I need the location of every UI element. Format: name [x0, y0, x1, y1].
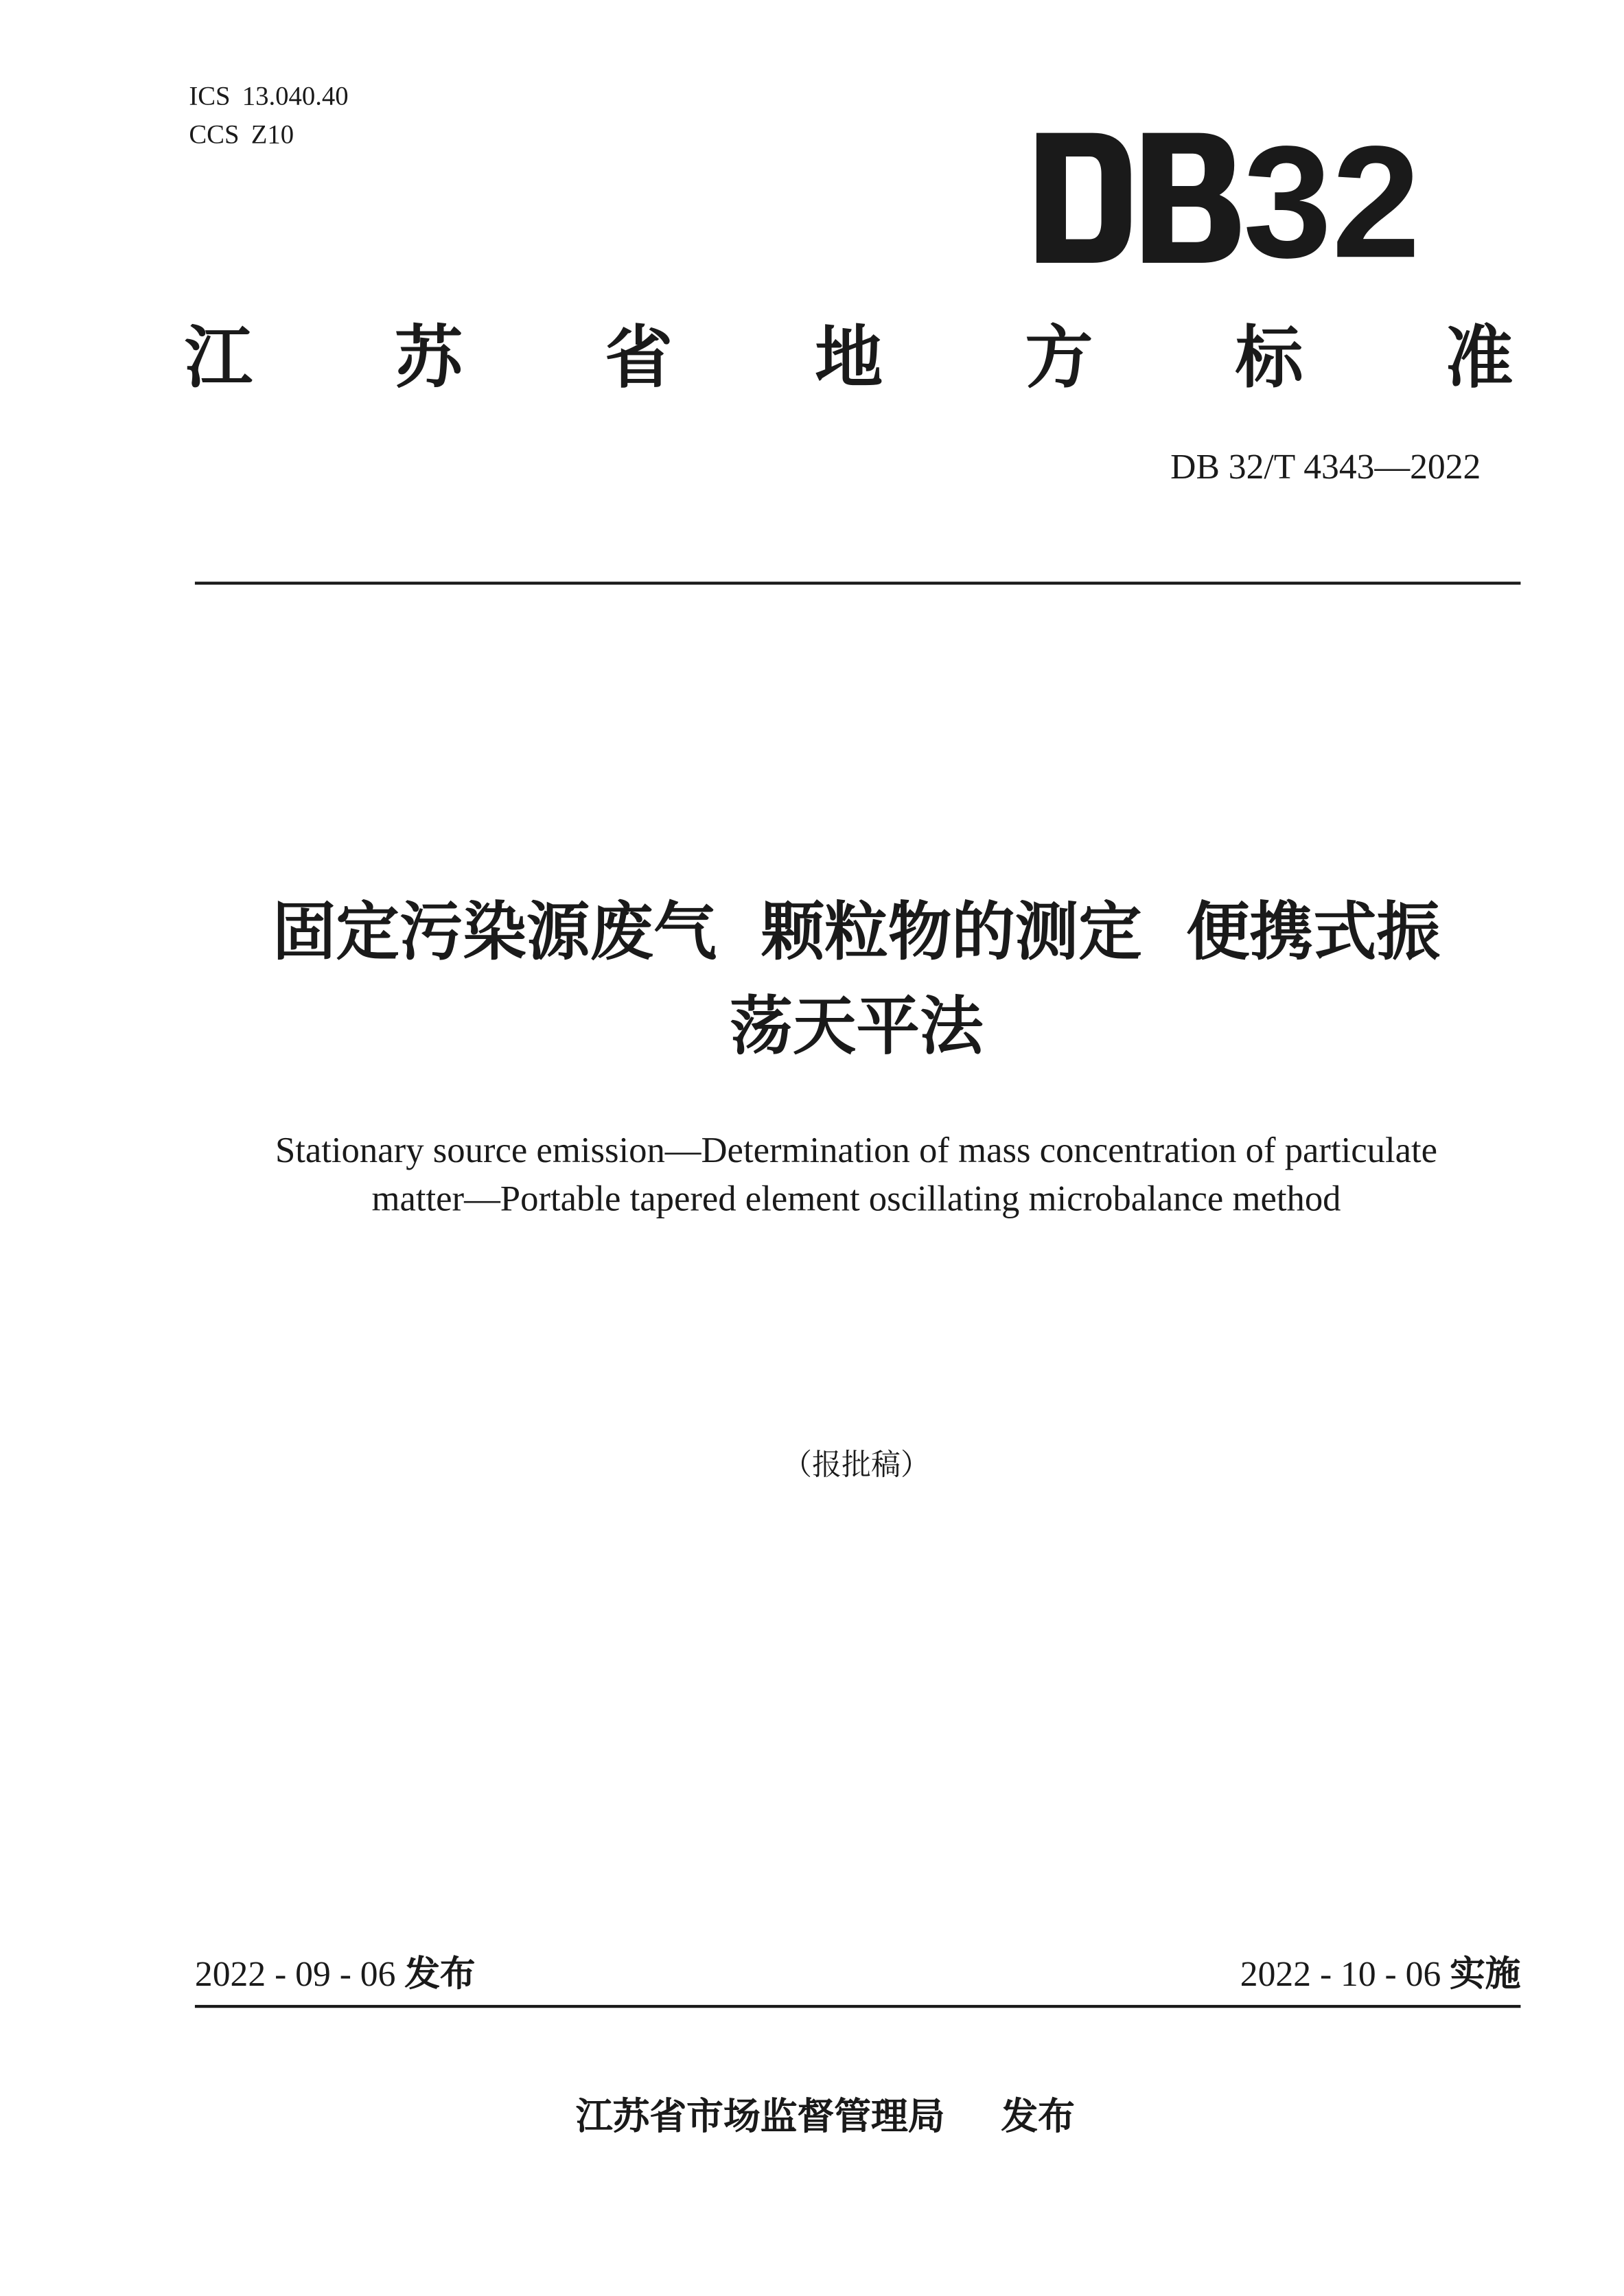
- standard-type-char: 苏: [394, 317, 463, 397]
- header-divider: [195, 581, 1521, 584]
- implementation-date-block: [1240, 1949, 1521, 2000]
- classification-codes: [189, 77, 348, 154]
- standard-number: DB 32/T 4343—2022: [1170, 448, 1481, 487]
- draft-status: （报批稿）: [782, 1446, 931, 1483]
- issuer-label: 发布: [1001, 2095, 1075, 2138]
- issue-label: 发布: [404, 1953, 476, 1995]
- ics-label: ICS: [189, 81, 231, 111]
- issuer-name: 江苏省市场监督管理局: [575, 2095, 945, 2138]
- ccs-value: Z10: [251, 119, 294, 150]
- standard-type-char: 省: [605, 317, 673, 397]
- chinese-title-line-2: 荡天平法: [729, 990, 984, 1065]
- ccs-code: [189, 115, 348, 154]
- svg-text:32: 32: [1243, 113, 1421, 292]
- standard-type-char: 方: [1025, 317, 1093, 397]
- ics-value: 13.040.40: [242, 81, 349, 111]
- issue-date: 2022 - 09 - 06: [194, 1956, 396, 1995]
- standard-type-heading: [185, 313, 1513, 402]
- implementation-date: 2022 - 10 - 06: [1240, 1956, 1441, 1995]
- dates-row: [195, 1949, 1521, 2000]
- issuer-line: [576, 2091, 1075, 2144]
- ics-code: [189, 77, 348, 115]
- english-title: [163, 1126, 1551, 1224]
- english-title-line-2: matter—Portable tapered element oscillating microbalance method: [371, 1179, 1341, 1220]
- chinese-title-line-1: 固定污染源废气 颗粒物的测定 便携式振: [272, 896, 1441, 971]
- footer-divider: [195, 2005, 1521, 2008]
- standard-type-char: 地: [815, 317, 883, 397]
- ccs-label: CCS: [189, 119, 240, 150]
- issue-date-block: [195, 1949, 476, 2000]
- implementation-label: 实施: [1450, 1953, 1521, 1995]
- english-title-line-1: Stationary source emission—Determination of mass concentration of particulate: [275, 1130, 1438, 1171]
- standard-type-char: 准: [1445, 317, 1513, 397]
- chinese-title: [177, 886, 1535, 1075]
- standard-type-char: 江: [184, 317, 253, 397]
- standard-type-char: 标: [1235, 317, 1303, 397]
- db32-logo-graphic: [1034, 113, 1421, 292]
- db32-logo: [1034, 113, 1421, 292]
